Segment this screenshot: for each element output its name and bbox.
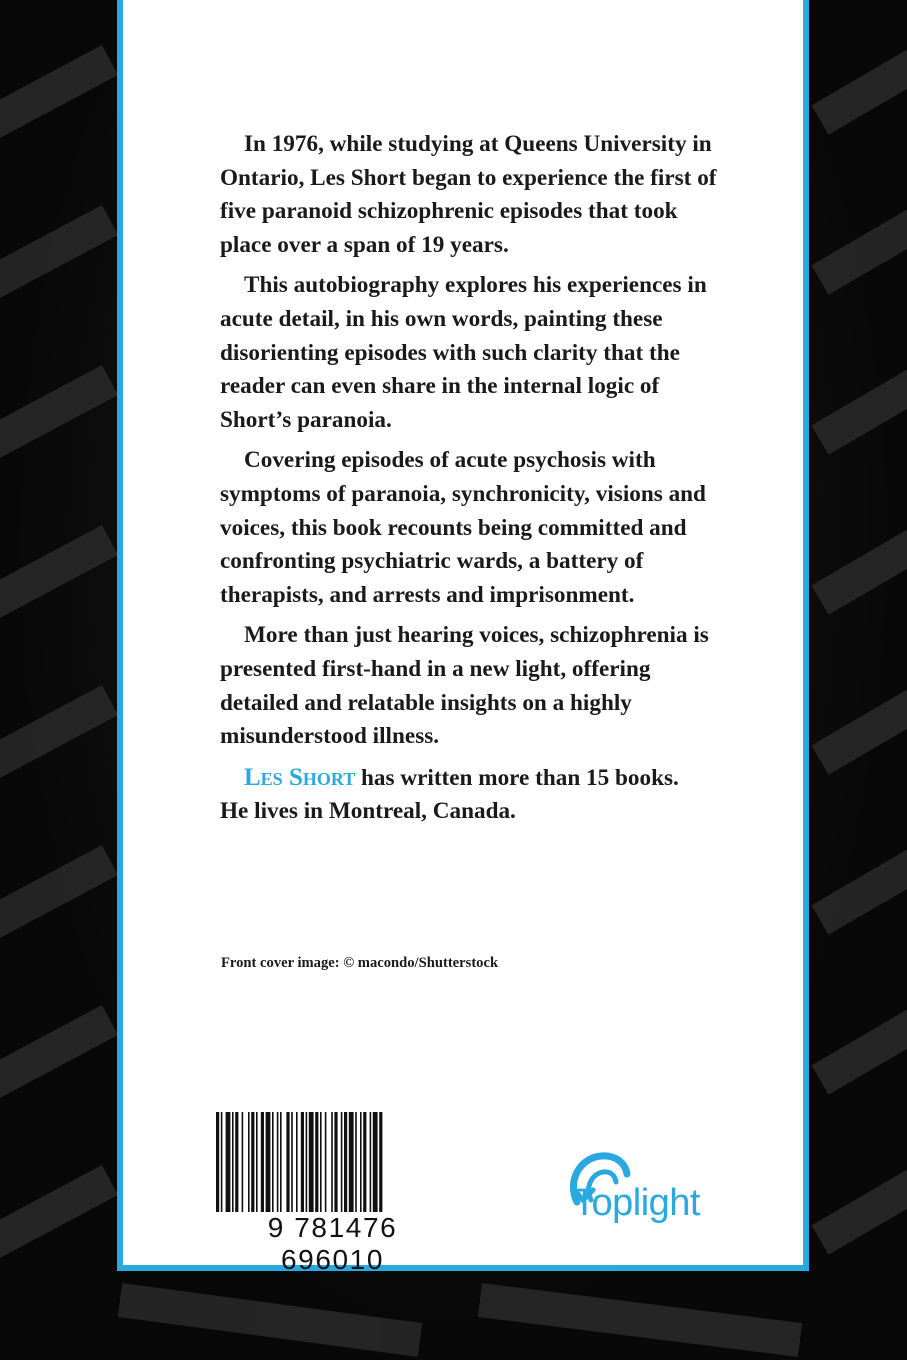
cover-image-credit: Front cover image: © macondo/Shutterstock [221,955,499,971]
blurb-paragraph-2: This autobiography explores his experiences in acute detail, in his own words, painting these disorienting episodes with such clarity that the reader can even share in the internal logic of Short’s paranoia. [220,272,707,433]
author-bio [220,761,720,829]
publisher-logo [553,1142,713,1242]
publisher-name: Toplight [573,1182,700,1224]
author-bio-line-2: He lives in Montreal, Canada. [220,798,516,825]
barcode-digits: 9 781476 696010 [267,1212,398,1275]
barcode-icon [212,1110,453,1214]
blurb-paragraph-3: Covering episodes of acute psychosis with symptoms of paranoia, synchronicity, visions and voices, this book recounts being committed and confronting psychiatric wards, a battery of therapists, and arrests and imprisonment. [220,447,706,608]
back-cover-panel [117,0,809,1275]
blurb [220,128,720,836]
blurb-paragraph-1: In 1976, while studying at Queens University in Ontario, Les Short began to experience the first of five paranoid schizophrenic episodes that took place over a span of 19 years. [220,131,717,258]
barcode [212,1110,453,1275]
author-bio-line-1: has written more than 15 books. [355,764,679,791]
blurb-paragraph-4: More than just hearing voices, schizophrenia is presented first-hand in a new light, offering detailed and relatable insights on a highly misunderstood illness. [220,622,709,750]
author-name: Les Short [244,763,356,791]
